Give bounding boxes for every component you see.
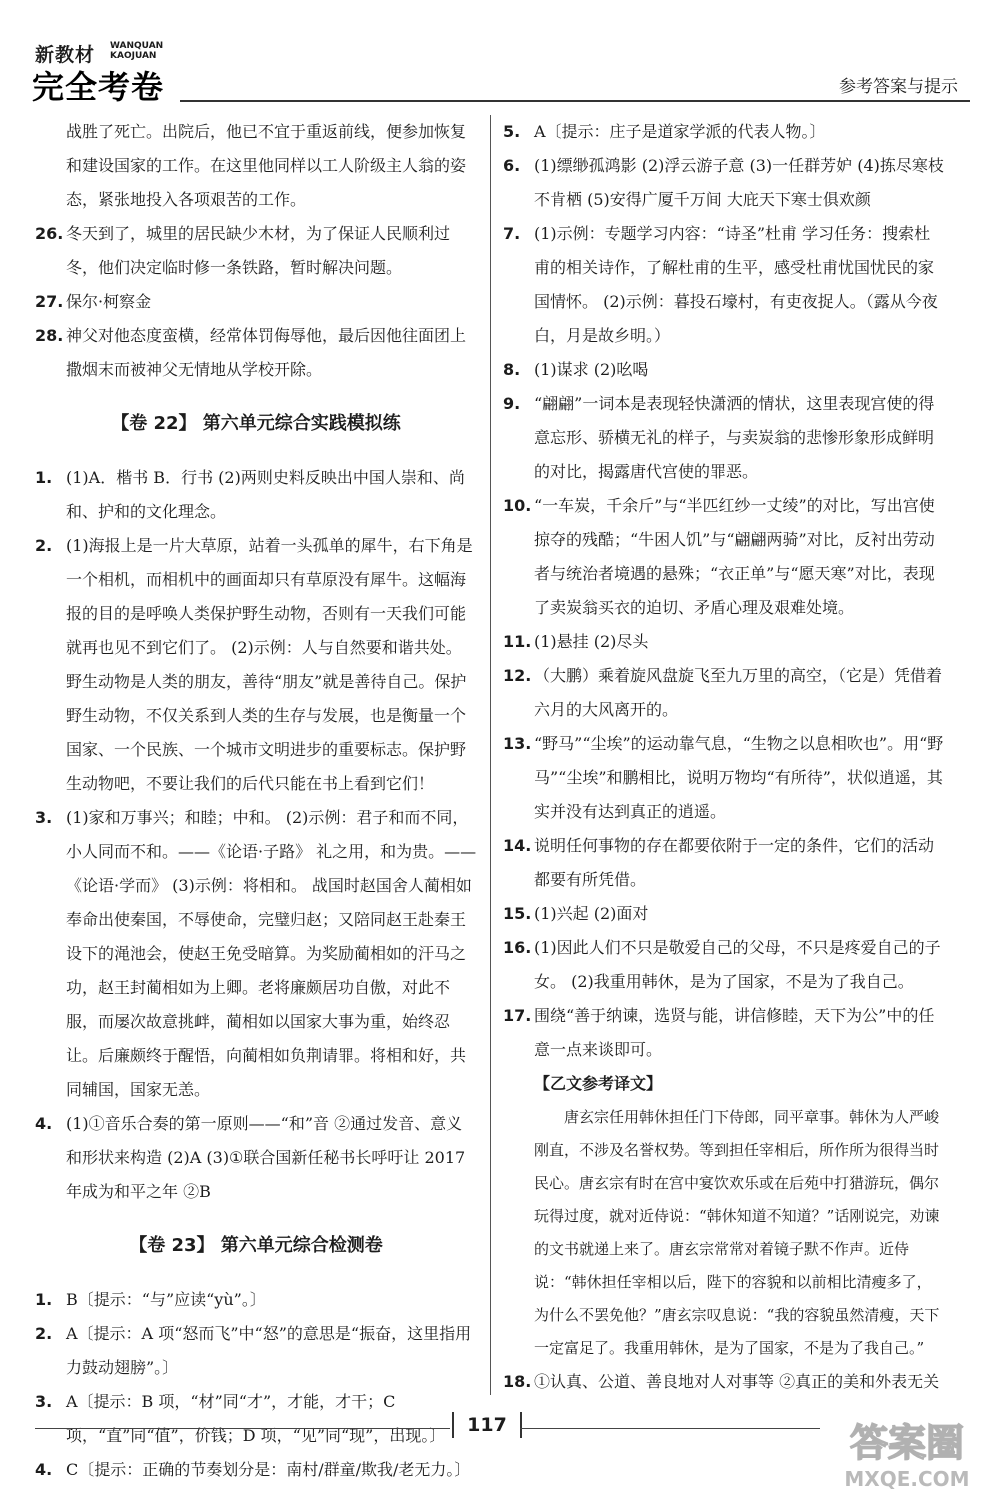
left-column	[35, 115, 477, 1487]
answer-text: （大鹏）乘着旋风盘旋飞至九万里的高空，（它是）凭借着六月的大风离开的。	[534, 666, 943, 719]
header-title: 参考答案与提示	[839, 77, 958, 97]
answer-item	[35, 461, 477, 529]
answers-list-c	[35, 1283, 477, 1487]
answer-item	[503, 999, 945, 1067]
answer-item	[35, 1283, 477, 1317]
reference-translation-heading: 【乙文参考译文】	[534, 1074, 663, 1093]
answer-item	[503, 897, 945, 931]
answer-number: 12.	[503, 666, 532, 685]
answer-text: (1)谋求 (2)吆喝	[534, 360, 649, 379]
logo-top-text: 新教材	[35, 44, 96, 66]
answers-list-a	[35, 217, 477, 387]
page-number: 117	[452, 1412, 522, 1438]
answer-text: 神父对他态度蛮横，经常体罚侮辱他，最后因他往面团上撒烟末而被神父无情地从学校开除。	[66, 326, 467, 379]
answer-text: (1)缥缈孤鸿影 (2)浮云游子意 (3)一任群芳妒 (4)拣尽寒枝不肯栖 (5)安得广厦千万间 大庇天下寒士俱欢颜	[534, 156, 944, 209]
answer-number: 7.	[503, 224, 521, 243]
answer-item	[503, 727, 945, 829]
answer-item	[503, 115, 945, 149]
answer-item	[35, 1317, 477, 1385]
footer-rule-right	[520, 1428, 820, 1429]
answers-list-b	[35, 461, 477, 1209]
answer-item	[35, 1385, 477, 1453]
column-divider	[490, 115, 491, 1395]
answer-number: 4.	[35, 1114, 53, 1133]
answer-item	[35, 217, 477, 285]
answer-item	[503, 387, 945, 489]
answer-text: 保尔·柯察金	[66, 292, 152, 311]
answer-item-18	[503, 1365, 945, 1399]
answer-number: 2.	[35, 536, 53, 555]
answer-number: 14.	[503, 836, 532, 855]
right-column	[503, 115, 945, 1399]
answer-number: 16.	[503, 938, 532, 957]
answer-text: “一车炭，千余斤”与“半匹红纱一丈绫”的对比，写出宫使掠夺的残酷；“牛困人饥”与“翩翩两骑”对比，反衬出劳动者与统治者境遇的悬殊；“衣正单”与“愿天寒”对比，表现了卖炭翁买衣的迫切、矛盾心理及艰难处境。	[534, 496, 935, 617]
watermark-text: 答案圈	[849, 1421, 965, 1465]
answer-number: 5.	[503, 122, 521, 141]
section-title-22: 【卷 22】 第六单元综合实践模拟练	[111, 413, 401, 434]
logo-pinyin-1: WANQUAN	[110, 41, 164, 51]
logo-pinyin	[110, 41, 163, 61]
section-title-23: 【卷 23】 第六单元综合检测卷	[129, 1235, 383, 1256]
answer-number: 27.	[35, 292, 64, 311]
answer-text: ①认真、公道、善良地对人对事等 ②真正的美和外表无关	[534, 1372, 940, 1391]
answer-number: 1.	[35, 1290, 53, 1309]
answer-item	[35, 801, 477, 1107]
answer-number: 6.	[503, 156, 521, 175]
answer-item	[503, 217, 945, 353]
answer-text: 冬天到了，城里的居民缺少木材，为了保证人民顺利过冬，他们决定临时修一条铁路，暂时解决问题。	[66, 224, 451, 277]
answer-number: 2.	[35, 1324, 53, 1343]
logo-main-text: 完全考卷	[32, 68, 165, 106]
answer-text: (1)悬挂 (2)尽头	[534, 632, 649, 651]
answer-text: C〔提示：正确的节奏划分是：南村/群童/欺我/老无力。〕	[66, 1460, 471, 1479]
answer-text: (1)示例：专题学习内容：“诗圣”杜甫 学习任务：搜索杜甫的相关诗作，了解杜甫的生平，感受杜甫忧国忧民的家国情怀。 (2)示例：暮投石壕村，有吏夜捉人。（露从今夜白，月是故乡明。）	[534, 224, 938, 345]
answer-text: (1)因此人们不只是敬爱自己的父母，不只是疼爱自己的子女。 (2)我重用韩休，是为了国家，不是为了我自己。	[534, 938, 941, 991]
answer-text: 围绕“善于纳谏，选贤与能，讲信修睦，天下为公”中的任意一点来谈即可。	[534, 1006, 935, 1059]
answers-list-right	[503, 115, 945, 1067]
header-rule	[180, 100, 970, 102]
answer-text: (1)兴起 (2)面对	[534, 904, 649, 923]
answer-text: “野马”“尘埃”的运动靠气息，“生物之以息相吹也”。用“野马”“尘埃”和鹏相比，说明万物均“有所待”，状似逍遥，其实并没有达到真正的逍遥。	[534, 734, 944, 821]
answer-text: A〔提示：庄子是道家学派的代表人物。〕	[534, 122, 826, 141]
answer-text: (1)家和万事兴；和睦；中和。 (2)示例：君子和而不同，小人同而不和。——《论语·子路》 礼之用，和为贵。——《论语·学而》 (3)示例：将相和。 战国时赵国舍人蔺相如奉命出使秦国，不辱使命，完璧归赵；又陪同赵王赴秦王设下的渑池会，使赵王免受暗算。为奖励蔺相如的汗马之功，赵王封蔺相如为上卿。老将廉颇居功自傲，对此不服，而屡次故意挑衅，蔺相如以国家大事为重，始终忍让。后廉颇终于醒悟，向蔺相如负荆请罪。将相和好，共同辅国，国家无恙。	[66, 808, 477, 1099]
footer-rule-left	[35, 1428, 450, 1429]
page-header	[30, 38, 970, 106]
watermark-url: MXQE.COM	[844, 1467, 970, 1491]
answer-text: (1)①音乐合奏的第一原则——“和”音 ②通过发音、意义和形状来构造 (2)A (3)①联合国新任秘书长呼吁让 2017 年成为和平之年 ②B	[66, 1114, 466, 1201]
answer-text: “翩翩”一词本是表现轻快潇洒的情状，这里表现宫使的得意忘形、骄横无礼的样子，与卖炭翁的悲惨形象形成鲜明的对比，揭露唐代宫使的罪恶。	[534, 394, 935, 481]
answer-number: 15.	[503, 904, 532, 923]
reference-translation-body: 唐玄宗任用韩休担任门下侍郎，同平章事。韩休为人严峻刚直，不涉及名誉权势。等到担任宰相后，所作所为很得当时民心。唐玄宗有时在宫中宴饮欢乐或在后苑中打猎游玩，偶尔玩得过度，就对近侍说：“韩休知道不知道？”话刚说完，劝谏的文书就递上来了。唐玄宗常常对着镜子默不作声。近侍说：“韩休担任宰相以后，陛下的容貌和以前相比清瘦多了，为什么不罢免他？”唐玄宗叹息说：“我的容貌虽然清瘦，天下一定富足了。我重用韩休，是为了国家，不是为了我自己。”	[534, 1108, 940, 1357]
answer-item	[35, 285, 477, 319]
answer-number: 28.	[35, 326, 64, 345]
answer-number: 4.	[35, 1460, 53, 1479]
answer-item	[503, 353, 945, 387]
logo-pinyin-2: KAOJUAN	[110, 51, 157, 61]
intro-continuation: 战胜了死亡。出院后，他已不宜于重返前线，便参加恢复和建设国家的工作。在这里他同样以工人阶级主人翁的姿态，紧张地投入各项艰苦的工作。	[66, 122, 467, 209]
answer-number: 26.	[35, 224, 64, 243]
answer-number: 8.	[503, 360, 521, 379]
answer-item	[35, 529, 477, 801]
answer-text: (1)A．楷书 B．行书 (2)两则史料反映出中国人崇和、尚和、护和的文化理念。	[66, 468, 465, 521]
answer-number: 18.	[503, 1372, 532, 1391]
answer-item	[503, 829, 945, 897]
answer-number: 13.	[503, 734, 532, 753]
answer-text: 说明任何事物的存在都要依附于一定的条件，它们的活动都要有所凭借。	[534, 836, 935, 889]
answer-item	[503, 931, 945, 999]
watermark-logo	[820, 1408, 995, 1496]
answer-text: B〔提示：“与”应读“yù”。〕	[66, 1290, 266, 1309]
answer-number: 1.	[35, 468, 53, 487]
answer-text: A〔提示：A 项“怒而飞”中“怒”的意思是“振奋，这里指用力鼓动翅膀”。〕	[66, 1324, 472, 1377]
answer-text: A〔提示：B 项，“材”同“才”，才能，才干；C 项，“直”同“值”，价钱；D 项，“见”同“现”，出现。〕	[66, 1392, 446, 1445]
answer-number: 11.	[503, 632, 532, 651]
answer-item	[35, 1453, 477, 1487]
answer-number: 3.	[35, 1392, 53, 1411]
answer-number: 10.	[503, 496, 532, 515]
answer-number: 17.	[503, 1006, 532, 1025]
answer-item	[35, 1107, 477, 1209]
answer-item	[503, 149, 945, 217]
answer-text: (1)海报上是一片大草原，站着一头孤单的犀牛，右下角是一个相机，而相机中的画面却只有草原没有犀牛。这幅海报的目的是呼唤人类保护野生动物，否则有一天我们可能就再也见不到它们了。 (2)示例：人与自然要和谐共处。野生动物是人类的朋友，善待“朋友”就是善待自己。保护野生动物，不仅关系到人类的生存与发展，也是衡量一个国家、一个民族、一个城市文明进步的重要标志。保护野生动物吧，不要让我们的后代只能在书上看到它们！	[66, 536, 473, 793]
answer-number: 9.	[503, 394, 521, 413]
answer-item	[503, 489, 945, 625]
answer-item	[503, 625, 945, 659]
answer-item	[35, 319, 477, 387]
answer-number: 3.	[35, 808, 53, 827]
answer-item	[503, 659, 945, 727]
